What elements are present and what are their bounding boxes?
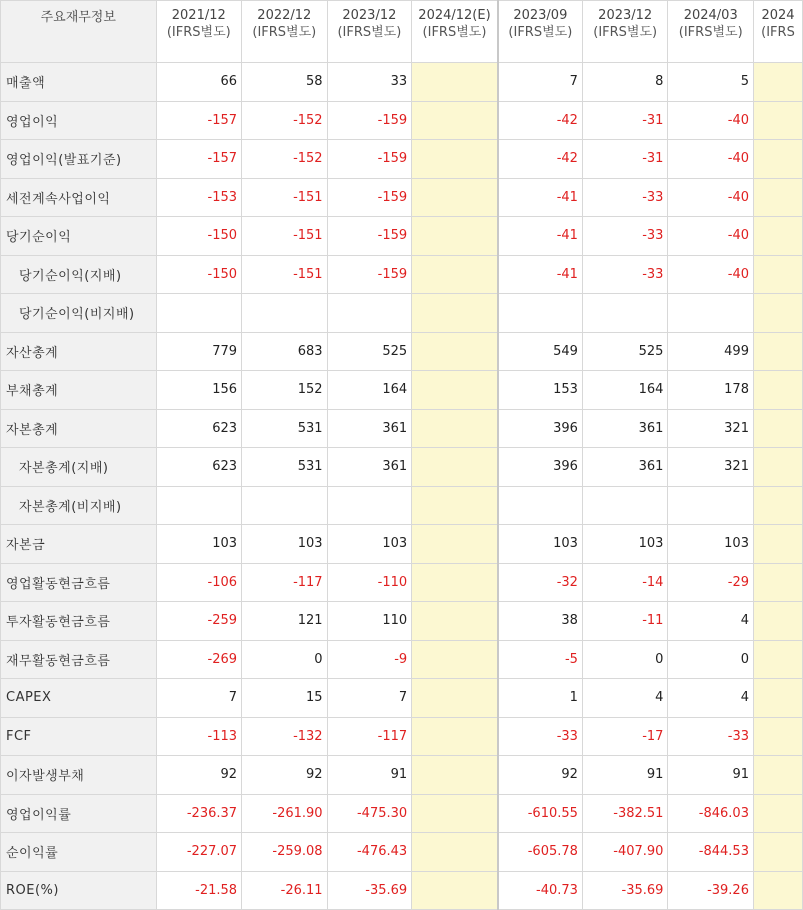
- table-cell: 58: [242, 63, 328, 102]
- table-cell: [753, 640, 802, 679]
- table-cell: -33: [668, 717, 754, 756]
- table-cell: -159: [327, 101, 412, 140]
- table-cell: -159: [327, 178, 412, 217]
- table-cell: [412, 255, 498, 294]
- table-cell: -9: [327, 640, 412, 679]
- table-cell: [412, 756, 498, 795]
- table-cell: [412, 486, 498, 525]
- table-cell: -159: [327, 217, 412, 256]
- table-cell: 4: [668, 679, 754, 718]
- row-label: 당기순이익(비지배): [1, 294, 157, 333]
- table-cell: 91: [582, 756, 668, 795]
- table-cell: -106: [156, 563, 242, 602]
- table-cell: [412, 717, 498, 756]
- table-cell: [412, 101, 498, 140]
- table-cell: -259: [156, 602, 242, 641]
- table-cell: 103: [327, 525, 412, 564]
- table-cell: 549: [498, 332, 583, 371]
- table-cell: 91: [668, 756, 754, 795]
- table-cell: 525: [327, 332, 412, 371]
- table-cell: 103: [498, 525, 583, 564]
- table-cell: 8: [582, 63, 668, 102]
- table-cell: 361: [327, 409, 412, 448]
- row-label: 재무활동현금흐름: [1, 640, 157, 679]
- table-cell: -5: [498, 640, 583, 679]
- row-label: 순이익률: [1, 833, 157, 872]
- row-label: 자본총계(비지배): [1, 486, 157, 525]
- table-cell: -40: [668, 101, 754, 140]
- row-label: FCF: [1, 717, 157, 756]
- table-cell: 4: [668, 602, 754, 641]
- column-header-3: [412, 1, 498, 63]
- corner-label: 주요재무정보: [40, 10, 116, 25]
- row-label: CAPEX: [1, 679, 157, 718]
- column-period: 2022/12: [257, 8, 312, 23]
- table-cell: 0: [582, 640, 668, 679]
- table-cell: [156, 486, 242, 525]
- table-cell: 361: [327, 448, 412, 487]
- table-cell: 683: [242, 332, 328, 371]
- row-label: 영업이익(발표기준): [1, 140, 157, 179]
- table-cell: -610.55: [498, 794, 583, 833]
- table-cell: 396: [498, 448, 583, 487]
- table-cell: 0: [242, 640, 328, 679]
- table-cell: -40: [668, 255, 754, 294]
- table-cell: 152: [242, 371, 328, 410]
- table-cell: -150: [156, 217, 242, 256]
- table-cell: 103: [582, 525, 668, 564]
- table-cell: [753, 63, 802, 102]
- table-cell: [753, 679, 802, 718]
- table-cell: [753, 486, 802, 525]
- table-cell: [327, 294, 412, 333]
- column-basis: (IFRS별도): [678, 25, 743, 40]
- table-cell: 525: [582, 332, 668, 371]
- table-cell: -476.43: [327, 833, 412, 872]
- table-row: [1, 833, 803, 872]
- table-cell: -40: [668, 140, 754, 179]
- table-cell: 92: [156, 756, 242, 795]
- table-row: [1, 563, 803, 602]
- table-cell: -31: [582, 101, 668, 140]
- table-cell: [412, 525, 498, 564]
- table-cell: [753, 871, 802, 910]
- table-cell: [753, 833, 802, 872]
- table-cell: -113: [156, 717, 242, 756]
- row-label: 자본총계(지배): [1, 448, 157, 487]
- table-cell: [412, 871, 498, 910]
- table-cell: 92: [242, 756, 328, 795]
- table-cell: 66: [156, 63, 242, 102]
- table-cell: [753, 525, 802, 564]
- table-cell: -152: [242, 140, 328, 179]
- table-row: [1, 717, 803, 756]
- table-cell: [668, 294, 754, 333]
- table-cell: -152: [242, 101, 328, 140]
- column-period: 2024/03: [683, 8, 738, 23]
- table-cell: -32: [498, 563, 583, 602]
- table-cell: -26.11: [242, 871, 328, 910]
- table-cell: [412, 563, 498, 602]
- table-cell: 7: [327, 679, 412, 718]
- table-cell: 499: [668, 332, 754, 371]
- table-cell: [412, 371, 498, 410]
- table-cell: [753, 255, 802, 294]
- table-row: [1, 756, 803, 795]
- table-cell: [412, 140, 498, 179]
- table-cell: [753, 217, 802, 256]
- table-cell: 103: [156, 525, 242, 564]
- table-cell: 1: [498, 679, 583, 718]
- table-cell: 92: [498, 756, 583, 795]
- table-cell: -110: [327, 563, 412, 602]
- table-row: [1, 63, 803, 102]
- table-cell: 103: [668, 525, 754, 564]
- table-cell: -157: [156, 140, 242, 179]
- table-cell: -117: [327, 717, 412, 756]
- table-row: [1, 602, 803, 641]
- table-cell: 153: [498, 371, 583, 410]
- column-basis: (IFRS별도): [337, 25, 402, 40]
- column-basis: (IFRS별도): [166, 25, 231, 40]
- table-row: [1, 525, 803, 564]
- table-cell: [412, 833, 498, 872]
- table-cell: -407.90: [582, 833, 668, 872]
- table-cell: [498, 294, 583, 333]
- column-basis: (IFRS별도): [422, 25, 487, 40]
- table-cell: -35.69: [327, 871, 412, 910]
- table-cell: -41: [498, 255, 583, 294]
- column-header-2: [327, 1, 412, 63]
- table-row: [1, 448, 803, 487]
- table-row: [1, 101, 803, 140]
- table-cell: -17: [582, 717, 668, 756]
- column-header-0: [156, 1, 242, 63]
- row-label: 이자발생부채: [1, 756, 157, 795]
- table-cell: -29: [668, 563, 754, 602]
- column-header-5: [582, 1, 668, 63]
- column-header-6: [668, 1, 754, 63]
- table-cell: -33: [498, 717, 583, 756]
- table-cell: -157: [156, 101, 242, 140]
- column-period: 2023/12: [598, 8, 653, 23]
- table-cell: -33: [582, 217, 668, 256]
- table-cell: [753, 409, 802, 448]
- column-header-1: [242, 1, 328, 63]
- table-cell: 121: [242, 602, 328, 641]
- table-row: [1, 140, 803, 179]
- table-cell: -39.26: [668, 871, 754, 910]
- table-cell: 91: [327, 756, 412, 795]
- corner-header: [1, 1, 157, 63]
- column-period: 2023/12: [342, 8, 397, 23]
- table-cell: 15: [242, 679, 328, 718]
- table-cell: [753, 717, 802, 756]
- table-cell: -41: [498, 217, 583, 256]
- table-cell: -31: [582, 140, 668, 179]
- table-row: [1, 409, 803, 448]
- row-label: 자산총계: [1, 332, 157, 371]
- table-cell: [412, 794, 498, 833]
- table-cell: 321: [668, 409, 754, 448]
- table-cell: -40: [668, 217, 754, 256]
- row-label: 당기순이익(지배): [1, 255, 157, 294]
- table-cell: -42: [498, 101, 583, 140]
- table-cell: 0: [668, 640, 754, 679]
- row-label: 부채총계: [1, 371, 157, 410]
- table-cell: -269: [156, 640, 242, 679]
- table-cell: 779: [156, 332, 242, 371]
- table-row: [1, 640, 803, 679]
- table-cell: -41: [498, 178, 583, 217]
- table-cell: [412, 679, 498, 718]
- table-cell: [412, 294, 498, 333]
- table-cell: [753, 332, 802, 371]
- table-cell: -844.53: [668, 833, 754, 872]
- table-cell: 164: [582, 371, 668, 410]
- column-header-7: [753, 1, 802, 63]
- table-cell: -227.07: [156, 833, 242, 872]
- table-cell: [498, 486, 583, 525]
- table-cell: 4: [582, 679, 668, 718]
- table-cell: [242, 486, 328, 525]
- table-cell: [753, 756, 802, 795]
- column-period: 2024/12(E): [418, 8, 491, 23]
- table-cell: 361: [582, 409, 668, 448]
- table-cell: 321: [668, 448, 754, 487]
- table-row: [1, 294, 803, 333]
- column-basis: (IFRS별도): [593, 25, 658, 40]
- table-cell: -14: [582, 563, 668, 602]
- table-cell: 623: [156, 448, 242, 487]
- row-label: 자본금: [1, 525, 157, 564]
- table-cell: [412, 602, 498, 641]
- table-cell: -151: [242, 255, 328, 294]
- table-cell: -259.08: [242, 833, 328, 872]
- table-cell: [753, 563, 802, 602]
- table-cell: -261.90: [242, 794, 328, 833]
- table-row: [1, 332, 803, 371]
- table-cell: -40.73: [498, 871, 583, 910]
- table-cell: 623: [156, 409, 242, 448]
- table-cell: [668, 486, 754, 525]
- table-row: [1, 371, 803, 410]
- row-label: 자본총계: [1, 409, 157, 448]
- table-cell: -132: [242, 717, 328, 756]
- table-cell: -11: [582, 602, 668, 641]
- table-cell: [753, 371, 802, 410]
- row-label: 영업활동현금흐름: [1, 563, 157, 602]
- table-cell: 164: [327, 371, 412, 410]
- table-cell: 110: [327, 602, 412, 641]
- table-cell: 361: [582, 448, 668, 487]
- table-cell: -151: [242, 217, 328, 256]
- row-label: 매출액: [1, 63, 157, 102]
- table-cell: [412, 332, 498, 371]
- table-cell: [753, 140, 802, 179]
- table-cell: -40: [668, 178, 754, 217]
- table-cell: 103: [242, 525, 328, 564]
- row-label: 당기순이익: [1, 217, 157, 256]
- table-cell: 38: [498, 602, 583, 641]
- row-label: 영업이익: [1, 101, 157, 140]
- table-cell: [753, 794, 802, 833]
- table-cell: -42: [498, 140, 583, 179]
- table-row: [1, 486, 803, 525]
- table-cell: [156, 294, 242, 333]
- table-cell: 178: [668, 371, 754, 410]
- table-cell: -159: [327, 140, 412, 179]
- table-row: [1, 794, 803, 833]
- column-basis: (IFRS별도): [508, 25, 573, 40]
- table-cell: 7: [156, 679, 242, 718]
- table-row: [1, 679, 803, 718]
- table-cell: [753, 294, 802, 333]
- table-cell: [412, 217, 498, 256]
- table-cell: [582, 486, 668, 525]
- column-period: 2024: [761, 8, 795, 23]
- table-cell: -151: [242, 178, 328, 217]
- table-cell: 156: [156, 371, 242, 410]
- table-cell: [412, 178, 498, 217]
- table-row: [1, 871, 803, 910]
- row-label: 세전계속사업이익: [1, 178, 157, 217]
- table-cell: 33: [327, 63, 412, 102]
- table-row: [1, 217, 803, 256]
- table-cell: [327, 486, 412, 525]
- table-cell: -382.51: [582, 794, 668, 833]
- table-cell: -21.58: [156, 871, 242, 910]
- column-period: 2023/09: [513, 8, 568, 23]
- table-cell: 5: [668, 63, 754, 102]
- table-cell: -236.37: [156, 794, 242, 833]
- table-cell: 396: [498, 409, 583, 448]
- table-cell: -33: [582, 255, 668, 294]
- table-cell: 7: [498, 63, 583, 102]
- column-basis: (IFRS: [761, 25, 795, 40]
- table-header-row: [1, 1, 803, 63]
- table-cell: [582, 294, 668, 333]
- table-cell: [412, 448, 498, 487]
- table-row: [1, 178, 803, 217]
- table-cell: 531: [242, 409, 328, 448]
- table-cell: -117: [242, 563, 328, 602]
- table-cell: [753, 448, 802, 487]
- table-cell: -159: [327, 255, 412, 294]
- table-cell: -35.69: [582, 871, 668, 910]
- table-cell: [412, 409, 498, 448]
- table-cell: -846.03: [668, 794, 754, 833]
- table-cell: [412, 640, 498, 679]
- table-cell: -605.78: [498, 833, 583, 872]
- table-cell: [753, 602, 802, 641]
- column-period: 2021/12: [171, 8, 226, 23]
- column-header-4: [498, 1, 583, 63]
- table-cell: [753, 101, 802, 140]
- table-cell: 531: [242, 448, 328, 487]
- table-cell: -475.30: [327, 794, 412, 833]
- table-cell: -33: [582, 178, 668, 217]
- table-cell: -153: [156, 178, 242, 217]
- row-label: 영업이익률: [1, 794, 157, 833]
- table-row: [1, 255, 803, 294]
- row-label: 투자활동현금흐름: [1, 602, 157, 641]
- table-cell: [412, 63, 498, 102]
- table-cell: [242, 294, 328, 333]
- table-cell: [753, 178, 802, 217]
- column-basis: (IFRS별도): [252, 25, 317, 40]
- row-label: ROE(%): [1, 871, 157, 910]
- table-cell: -150: [156, 255, 242, 294]
